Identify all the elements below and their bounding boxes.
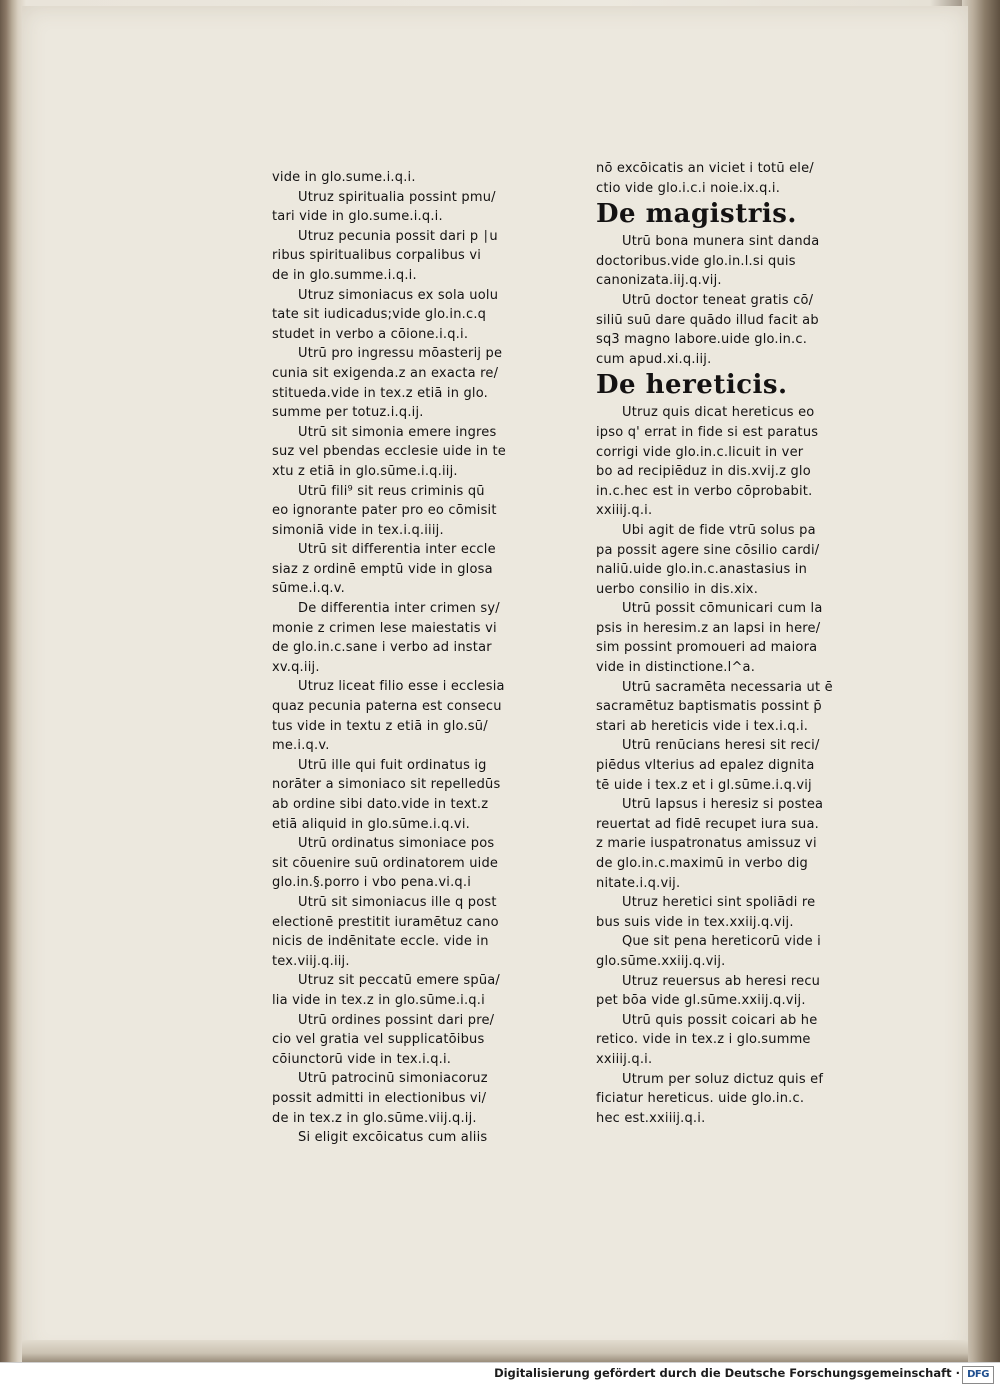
text-line: corrigi vide glo.in.c.licuit in ver bbox=[596, 444, 804, 460]
text-line: xxiiij.q.i. bbox=[596, 1051, 653, 1067]
text-line: Utrū quis possit coicari ab he bbox=[622, 1012, 818, 1028]
text-line: nō excōicatis an viciet i totū ele/ bbox=[596, 161, 814, 176]
text-line: Utruz quis dicat hereticus eo bbox=[622, 405, 815, 421]
text-line: Utrū sit simoniacus ille q post bbox=[298, 894, 497, 910]
text-line: ipso q' errat in fide si est paratus bbox=[596, 424, 819, 440]
left-text-column bbox=[272, 168, 534, 1148]
text-line: vide in distinctione.l^a. bbox=[596, 660, 756, 676]
text-line: monie z crimen lese maiestatis vi bbox=[272, 620, 497, 636]
text-line: de in tex.z in glo.sūme.viij.q.ij. bbox=[272, 1110, 477, 1126]
text-line: uerbo consilio in dis.xix. bbox=[596, 581, 759, 597]
text-line: Utrū sit differentia inter eccle bbox=[298, 542, 496, 558]
text-line: tē uide i tex.z et i gl.sūme.i.q.vij bbox=[596, 777, 812, 793]
text-line: ctio vide glo.i.c.i noie.ix.q.i. bbox=[596, 180, 781, 196]
text-line: Utrū possit cōmunicari cum la bbox=[622, 601, 823, 617]
text-line: Utrū lapsus i heresiz si postea bbox=[622, 797, 824, 813]
text-line: doctoribus.vide glo.in.l.si quis bbox=[596, 253, 796, 269]
text-line: glo.sūme.xxiij.q.vij. bbox=[596, 953, 726, 969]
text-line: Utrū pro ingressu mōasterij pe bbox=[298, 346, 503, 362]
text-line: quaz pecunia paterna est consecu bbox=[272, 699, 502, 715]
text-line: Si eligit excōicatus cum aliis bbox=[298, 1130, 488, 1146]
text-line: sacramētuz baptismatis possint p̄ bbox=[596, 699, 822, 715]
text-line: xtu z etiā in glo.sūme.i.q.iij. bbox=[272, 463, 458, 479]
text-line: summe per totuz.i.q.ij. bbox=[272, 405, 424, 421]
text-line: stari ab hereticis vide i tex.i.q.i. bbox=[596, 718, 809, 734]
text-line: de glo.in.c.maximū in verbo dig bbox=[596, 856, 809, 871]
text-line: possit admitti in electionibus vi/ bbox=[272, 1090, 487, 1106]
text-line: piēdus vlterius ad epalez dignita bbox=[596, 758, 815, 774]
text-line: Ubi agit de fide vtrū solus pa bbox=[622, 522, 816, 538]
text-line: Utruz heretici sint spoliādi re bbox=[622, 895, 816, 911]
text-line: retico. vide in tex.z i glo.summe bbox=[596, 1032, 811, 1048]
text-line: in.c.hec est in verbo cōprobabit. bbox=[596, 483, 813, 499]
text-line: Utrū bona munera sint danda bbox=[622, 234, 820, 250]
text-line: Utrū sacramēta necessaria ut ē bbox=[622, 679, 833, 695]
text-line: Utruz sit peccatū emere spūa/ bbox=[298, 973, 501, 989]
text-line: nicis de indēnitate eccle. vide in bbox=[272, 934, 489, 950]
text-line: Utruz pecunia possit dari p ∣u bbox=[298, 228, 498, 244]
text-line: suz vel pbendas ecclesie uide in te bbox=[272, 444, 506, 460]
text-line: Utrū fili⁹ sit reus criminis qū bbox=[298, 483, 485, 499]
text-line: stitueda.vide in tex.z etiā in glo. bbox=[272, 385, 488, 401]
text-line: Utrū ordinatus simoniace pos bbox=[298, 836, 495, 852]
text-line: bo ad recipiēduz in dis.xvij.z glo bbox=[596, 464, 811, 480]
text-line: siaz z ordinē emptū vide in glosa bbox=[272, 561, 493, 577]
text-line: Utruz liceat filio esse i ecclesia bbox=[298, 679, 505, 695]
text-line: Utrum per soluz dictuz quis ef bbox=[622, 1071, 824, 1087]
text-line: cōiunctorū vide in tex.i.q.i. bbox=[272, 1051, 452, 1067]
text-line: xxiiij.q.i. bbox=[596, 503, 653, 519]
text-line: etiā aliquid in glo.sūme.i.q.vi. bbox=[272, 816, 470, 832]
text-line: nitate.i.q.vij. bbox=[596, 875, 681, 891]
dfg-logo: DFG bbox=[962, 1366, 994, 1384]
text-line: Utrū ille qui fuit ordinatus ig bbox=[298, 757, 487, 773]
text-line: tari vide in glo.sume.i.q.i. bbox=[272, 209, 443, 225]
section-heading: De hereticis. bbox=[596, 370, 788, 401]
text-line: Utrū renūcians heresi sit reci/ bbox=[622, 738, 820, 754]
text-line: De differentia inter crimen sy/ bbox=[298, 601, 500, 617]
text-line: electionē prestitit iuramētuz cano bbox=[272, 914, 499, 930]
text-line: sit cōuenire suū ordinatorem uide bbox=[272, 855, 499, 871]
text-line: cio vel gratia vel supplicatōibus bbox=[272, 1032, 485, 1048]
text-line: Que sit pena hereticorū vide i bbox=[622, 934, 821, 950]
text-line: z marie iuspatronatus amissuz vi bbox=[596, 836, 817, 852]
text-line: reuertat ad fidē recupet iura sua. bbox=[596, 816, 819, 832]
text-line: glo.in.§.porro i vbo pena.vi.q.i bbox=[272, 875, 472, 891]
text-line: siliū suū dare quādo illud facit ab bbox=[596, 312, 819, 328]
funding-notice: Digitalisierung gefördert durch die Deutsche Forschungsgemeinschaft · bbox=[494, 1366, 960, 1380]
text-line: tate sit iudicadus;vide glo.in.c.q bbox=[272, 307, 487, 323]
text-line: ab ordine sibi dato.vide in text.z bbox=[272, 797, 489, 812]
text-line: cum apud.xi.q.iij. bbox=[596, 351, 712, 367]
text-line: vide in glo.sume.i.q.i. bbox=[272, 170, 416, 185]
page-bottom-edge bbox=[22, 1340, 968, 1362]
text-line: tus vide in textu z etiā in glo.sū/ bbox=[272, 718, 488, 734]
text-line: tex.viij.q.iij. bbox=[272, 953, 350, 969]
text-line: studet in verbo a cōione.i.q.i. bbox=[272, 326, 469, 342]
text-line: Utruz reuersus ab heresi recu bbox=[622, 973, 821, 989]
text-line: eo ignorante pater pro eo cōmisit bbox=[272, 503, 497, 519]
text-line: psis in heresim.z an lapsi in here/ bbox=[596, 620, 821, 636]
section-heading: De magistris. bbox=[596, 199, 797, 230]
text-line: bus suis vide in tex.xxiij.q.vij. bbox=[596, 914, 794, 930]
text-line: Utrū patrocinū simoniacoruz bbox=[298, 1071, 488, 1087]
text-line: ribus spiritualibus corpalibus vi bbox=[272, 248, 482, 264]
text-line: Utrū doctor teneat gratis cō/ bbox=[622, 292, 814, 308]
text-line: lia vide in tex.z in glo.sūme.i.q.i bbox=[272, 992, 485, 1008]
text-line: de glo.in.c.sane i verbo ad instar bbox=[272, 640, 492, 656]
text-line: pet bōa vide gl.sūme.xxiij.q.vij. bbox=[596, 993, 806, 1009]
text-line: de in glo.summe.i.q.i. bbox=[272, 267, 417, 283]
text-line: hec est.xxiiij.q.i. bbox=[596, 1110, 706, 1126]
text-line: pa possit agere sine cōsilio cardi/ bbox=[596, 542, 820, 558]
text-line: simoniā vide in tex.i.q.iiij. bbox=[272, 522, 444, 538]
text-line: cunia sit exigenda.z an exacta re/ bbox=[272, 365, 499, 381]
text-line: naliū.uide glo.in.c.anastasius in bbox=[596, 562, 808, 578]
text-line: xv.q.iij. bbox=[272, 659, 320, 675]
text-line: sq3 magno labore.uide glo.in.c. bbox=[596, 332, 808, 348]
text-line: me.i.q.v. bbox=[272, 738, 330, 754]
right-text-column bbox=[596, 159, 848, 1128]
text-line: Utrū ordines possint dari pre/ bbox=[298, 1012, 495, 1028]
text-line: sūme.i.q.v. bbox=[272, 581, 345, 597]
text-line: canonizata.iij.q.vij. bbox=[596, 273, 722, 289]
text-line: norāter a simoniaco sit repelledūs bbox=[272, 777, 501, 793]
text-line: Utruz simoniacus ex sola uolu bbox=[298, 287, 499, 303]
footer-bar bbox=[0, 1362, 1000, 1385]
text-line: ficiatur hereticus. uide glo.in.c. bbox=[596, 1091, 805, 1107]
text-line: Utruz spiritualia possint pmu/ bbox=[298, 189, 496, 205]
text-line: Utrū sit simonia emere ingres bbox=[298, 424, 497, 440]
text-line: sim possint promoueri ad maiora bbox=[596, 640, 818, 656]
